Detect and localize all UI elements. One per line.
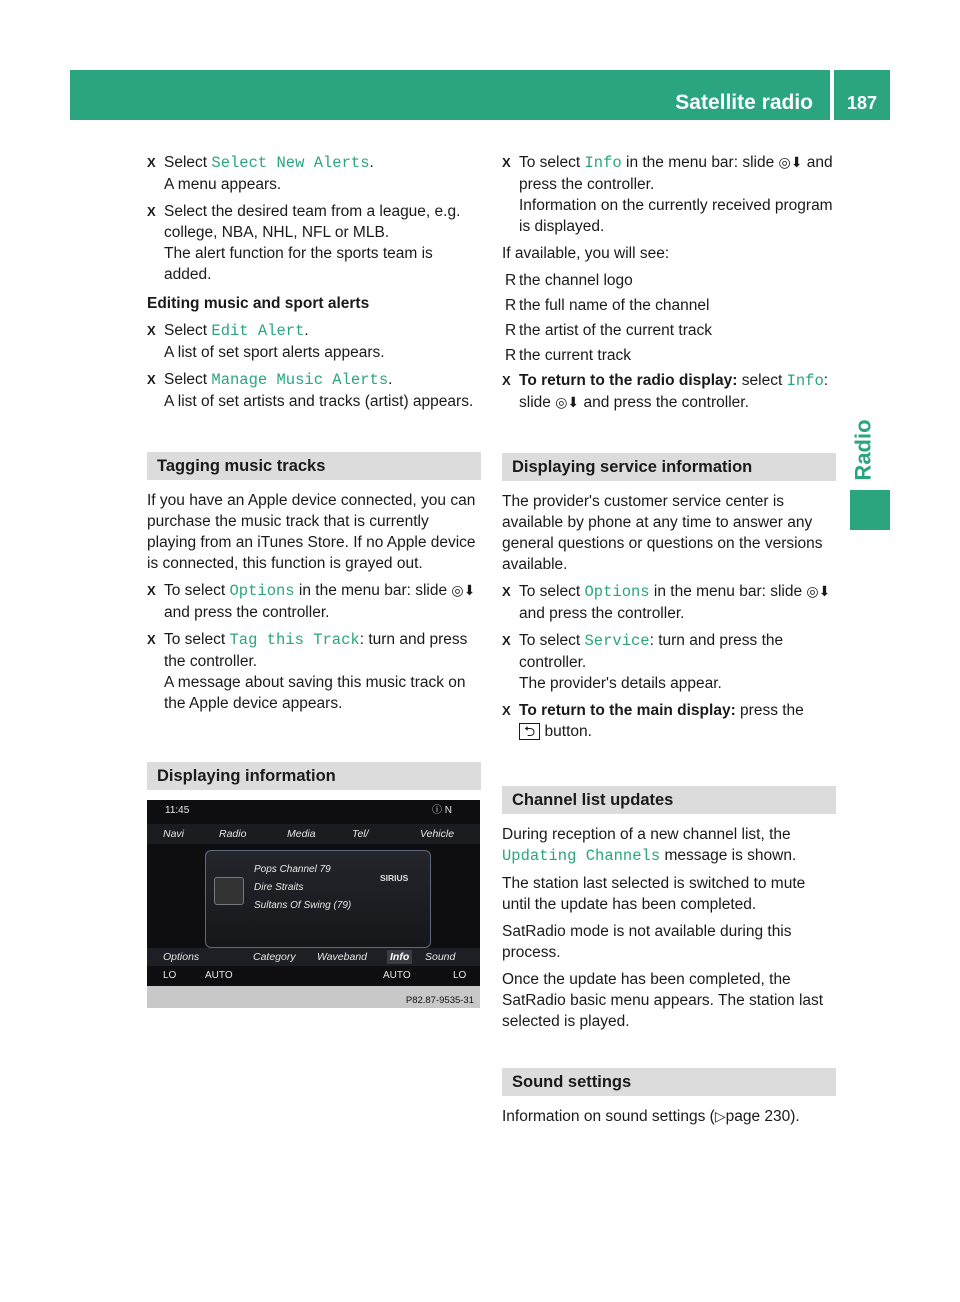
step-marker: X	[502, 703, 511, 718]
step-result: A list of set artists and tracks (artist) appears.	[164, 393, 474, 410]
message-updating-channels: Updating Channels	[502, 847, 661, 865]
channel-para-3: SatRadio mode is not available during this process.	[502, 923, 792, 961]
climate-bar	[147, 968, 480, 984]
menu-item-options: Options	[229, 582, 295, 600]
bullet-marker: R	[505, 297, 517, 314]
step-service-options: X To select Options in the menu bar: slide ◎⬇ and press the controller.	[502, 583, 831, 622]
page-reference-icon: ▷	[714, 1108, 726, 1124]
list-item: R the current track	[505, 347, 631, 364]
step-marker: X	[147, 372, 156, 387]
step-select-info: X To select Info in the menu bar: slide ◎⬇ and press the controller. Information on the currently received program is displayed.	[502, 154, 833, 235]
step-marker: X	[502, 373, 511, 388]
artist-name: Dire Straits	[254, 882, 304, 893]
step-marker: X	[147, 155, 156, 170]
figure-footer	[147, 986, 480, 1008]
page-number: 187	[846, 93, 878, 113]
menu-options: Options	[163, 951, 200, 963]
nav-tel: Tel/	[352, 828, 369, 840]
right-column	[502, 152, 836, 1133]
section-heading-displaying: Displaying information	[147, 762, 481, 790]
menu-item-info: Info	[584, 154, 622, 172]
channel-para-4: Once the update has been completed, the SatRadio basic menu appears. The station last selected is played.	[502, 971, 824, 1030]
step-manage-music-alerts: X Select Manage Music Alerts. A list of set artists and tracks (artist) appears.	[147, 371, 474, 410]
menu-item-options: Options	[584, 583, 650, 601]
available-intro: If available, you will see:	[502, 245, 670, 262]
chapter-marker	[850, 490, 890, 530]
nav-radio: Radio	[219, 828, 247, 840]
menu-item-service: Service	[584, 632, 650, 650]
service-intro: The provider's customer service center is available by phone at any time to answer any general questions or questions on the versions available.	[502, 493, 823, 573]
page-header	[70, 70, 890, 120]
controller-slide-icon: ◎⬇	[778, 154, 803, 170]
step-marker: X	[147, 323, 156, 338]
step-select-team: X Select the desired team from a league, e.g. college, NBA, NHL, NFL or MLB. The alert function for the sports team is added.	[147, 203, 461, 283]
nav-vehicle: Vehicle	[420, 828, 455, 840]
channel-logo	[214, 877, 244, 905]
step-return-main-display: X To return to the main display: press the ⮌ button.	[502, 702, 804, 740]
subheading-editing-alerts: Editing music and sport alerts	[147, 295, 370, 312]
channel-info-panel	[205, 850, 431, 948]
sirius-logo: SIRIUS	[380, 873, 409, 883]
section-title: Satellite radio	[675, 91, 813, 114]
list-item: R the full name of the channel	[505, 297, 710, 314]
back-button-icon: ⮌	[519, 723, 540, 740]
step-select-new-alerts: X Select Select New Alerts. A menu appears.	[147, 154, 374, 193]
menu-info: Info	[387, 950, 412, 964]
step-result: A menu appears.	[164, 176, 282, 193]
menu-item-info: Info	[786, 372, 824, 390]
track-name: Sultans Of Swing (79)	[254, 900, 352, 911]
list-item: R the channel logo	[505, 272, 633, 289]
menu-sound: Sound	[425, 951, 456, 963]
step-marker: X	[147, 632, 156, 647]
step-marker: X	[502, 633, 511, 648]
main-function-bar	[147, 824, 480, 844]
chapter-tab	[835, 400, 890, 500]
climate-left-temp: LO	[163, 970, 177, 981]
step-result: The provider's details appear.	[519, 675, 722, 692]
channel-name: Pops Channel 79	[254, 864, 331, 875]
menu-waveband: Waveband	[317, 951, 368, 963]
bullet-marker: R	[505, 347, 517, 364]
step-marker: X	[147, 204, 156, 219]
left-column	[147, 152, 481, 1008]
tagging-intro: If you have an Apple device connected, you can purchase the music track that is currently playing from an iTunes Store. If no Apple device is connected, this function is grayed out.	[147, 492, 476, 572]
step-select-service: X To select Service: turn and press the controller. The provider's details appear.	[502, 632, 784, 692]
menu-item-tag-this-track: Tag this Track	[229, 631, 360, 649]
status-bar	[147, 800, 480, 822]
info-status-icon: ⓘ N	[432, 805, 452, 816]
step-tagging-options: X To select Options in the menu bar: slide ◎⬇ and press the controller.	[147, 582, 476, 621]
climate-right-auto: AUTO	[383, 970, 411, 981]
section-heading-tagging: Tagging music tracks	[147, 452, 481, 480]
nav-media: Media	[287, 828, 316, 840]
step-result: Information on the currently received program is displayed.	[519, 197, 833, 235]
sound-para: Information on sound settings (▷page 230).	[502, 1108, 800, 1125]
list-item: R the artist of the current track	[505, 322, 712, 339]
section-heading-service: Displaying service information	[502, 453, 836, 481]
menu-bar	[147, 948, 480, 966]
controller-slide-icon: ◎⬇	[451, 582, 476, 598]
menu-item-manage-music-alerts: Manage Music Alerts	[211, 371, 389, 389]
controller-slide-icon: ◎⬇	[806, 583, 831, 599]
step-result: A list of set sport alerts appears.	[164, 344, 385, 361]
section-heading-sound: Sound settings	[502, 1068, 836, 1096]
channel-para-1: During reception of a new channel list, the Updating Channels message is shown.	[502, 826, 797, 865]
menu-item-edit-alert: Edit Alert	[211, 322, 305, 340]
bullet-marker: R	[505, 322, 517, 339]
step-marker: X	[502, 155, 511, 170]
climate-right-temp: LO	[453, 970, 467, 981]
step-result: A message about saving this music track on the Apple device appears.	[164, 674, 466, 712]
step-tag-this-track: X To select Tag this Track: turn and press the controller. A message about saving this music track on the Apple device appears.	[147, 631, 468, 712]
chapter-label: Radio	[850, 419, 875, 481]
section-heading-channel-updates: Channel list updates	[502, 786, 836, 814]
channel-para-2: The station last selected is switched to mute until the update has been completed.	[502, 875, 806, 913]
step-edit-alert: X Select Edit Alert. A list of set sport alerts appears.	[147, 322, 385, 361]
climate-left-auto: AUTO	[205, 970, 233, 981]
step-marker: X	[147, 583, 156, 598]
radio-display-screenshot	[147, 800, 480, 1008]
step-result: The alert function for the sports team is added.	[164, 245, 433, 283]
clock: 11:45	[165, 805, 190, 816]
figure-code: P82.87-9535-31	[405, 995, 474, 1006]
menu-category: Category	[253, 951, 296, 963]
step-return-radio-display: X To return to the radio display: select Info: slide ◎⬇ and press the controller.	[502, 372, 829, 411]
step-marker: X	[502, 584, 511, 599]
controller-slide-icon: ◎⬇	[555, 394, 580, 410]
menu-item-select-new-alerts: Select New Alerts	[211, 154, 370, 172]
bullet-marker: R	[505, 272, 517, 289]
nav-navi: Navi	[163, 828, 185, 840]
